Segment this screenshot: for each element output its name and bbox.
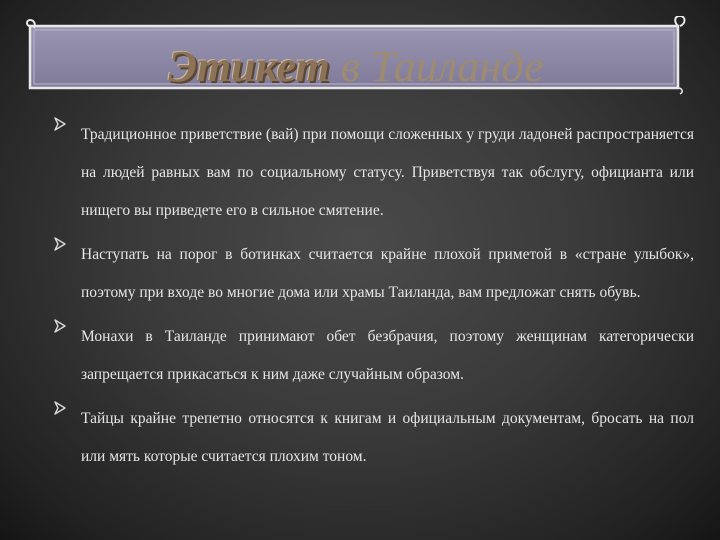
- list-item: [54, 116, 694, 230]
- bullet-text: Монахи в Таиланде принимают обет безбрачия, поэтому женщинам категорически запрещается прикасаться к ним даже случайным образом.: [81, 328, 694, 383]
- bullet-text: Тайцы крайне трепетно относятся к книгам и официальным документам, бросать на пол или мять которые считается плохим тоном.: [81, 410, 694, 465]
- arrowhead-icon: [54, 117, 68, 133]
- title-rest: в Таиланде: [340, 42, 544, 91]
- list-item: [54, 236, 694, 312]
- list-item: [54, 318, 694, 394]
- bullet-text: Наступать на порог в ботинках считается крайне плохой приметой в «стране улыбок», поэтому при входе во многие дома или храмы Таиланда, вам предложат снять обувь.: [81, 246, 694, 301]
- arrowhead-icon: [54, 237, 68, 253]
- title-emphasis: Этикет: [168, 42, 330, 91]
- title-banner: [24, 16, 688, 98]
- arrowhead-icon: [54, 401, 68, 417]
- page-title: [24, 42, 688, 92]
- list-item: [54, 400, 694, 476]
- bullet-text: Традиционное приветствие (вай) при помощи сложенных у груди ладоней распространяется на людей равных вам по социальному статусу. Приветствуя так обслугу, официанта или нищего вы приведете его в сильное смятение.: [81, 126, 694, 219]
- arrowhead-icon: [54, 319, 68, 335]
- bullet-list: [54, 116, 694, 482]
